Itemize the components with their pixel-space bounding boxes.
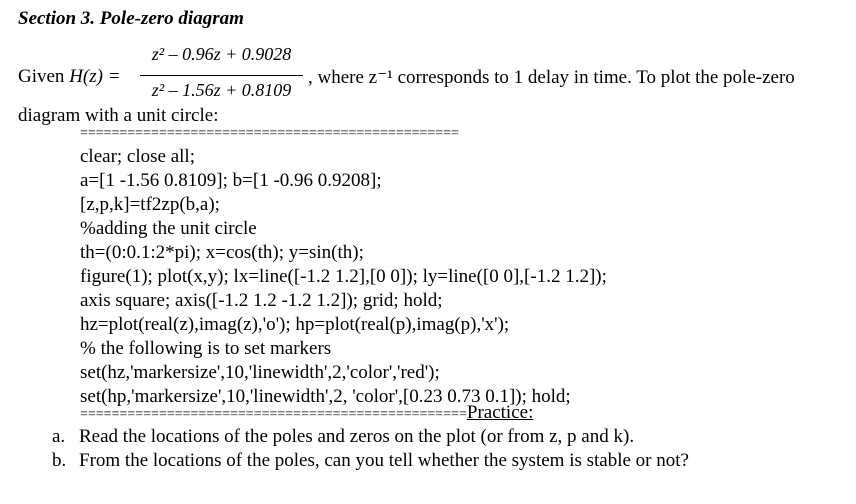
intro-continuation: diagram with a unit circle: (18, 105, 219, 126)
question-label: a. (52, 426, 66, 447)
separator-bottom: ================================================= (80, 407, 467, 422)
code-line: [z,p,k]=tf2zp(b,a); (80, 194, 220, 215)
practice-label: Practice: (466, 402, 534, 423)
code-comment: %adding the unit circle (80, 218, 257, 239)
question-text: Read the locations of the poles and zeros on the plot (or from z, p and k). (79, 426, 635, 447)
code-line: th=(0:0.1:2*pi); x=cos(th); y=sin(th); (80, 242, 364, 263)
transfer-function-symbol: H(z) = (69, 66, 121, 87)
given-word: Given (18, 66, 65, 87)
intro-sentence: , where z⁻¹ corresponds to 1 delay in time. To plot the pole-zero (308, 67, 795, 88)
question-label: b. (52, 450, 67, 471)
code-line: figure(1); plot(x,y); lx=line([-1.2 1.2],[0 0]); ly=line([0 0],[-1.2 1.2]); (80, 266, 607, 287)
code-line: set(hz,'markersize',10,'linewidth',2,'color','red'); (80, 362, 440, 383)
question-text: From the locations of the poles, can you tell whether the system is stable or not? (79, 450, 689, 471)
code-line: a=[1 -1.56 0.8109]; b=[1 -0.96 0.9208]; (80, 170, 382, 191)
code-line: hz=plot(real(z),imag(z),'o'); hp=plot(real(p),imag(p),'x'); (80, 314, 510, 335)
code-line: set(hp,'markersize',10,'linewidth',2, 'color',[0.23 0.73 0.1]); hold; (80, 386, 571, 407)
code-line: axis square; axis([-1.2 1.2 -1.2 1.2]); grid; hold; (80, 290, 443, 311)
separator-bottom-practice (80, 402, 533, 424)
section-title: Section 3. Pole-zero diagram (18, 8, 244, 29)
fraction-bar (140, 75, 303, 76)
separator-top: ================================================ (80, 126, 459, 141)
code-line: clear; close all; (80, 146, 195, 167)
fraction-numerator: z² – 0.96z + 0.9028 (151, 44, 292, 64)
question-b (52, 450, 832, 474)
code-comment: % the following is to set markers (80, 338, 332, 359)
fraction-denominator: z² – 1.56z + 0.8109 (151, 80, 292, 100)
question-a (52, 426, 832, 450)
intro-given (18, 66, 121, 88)
